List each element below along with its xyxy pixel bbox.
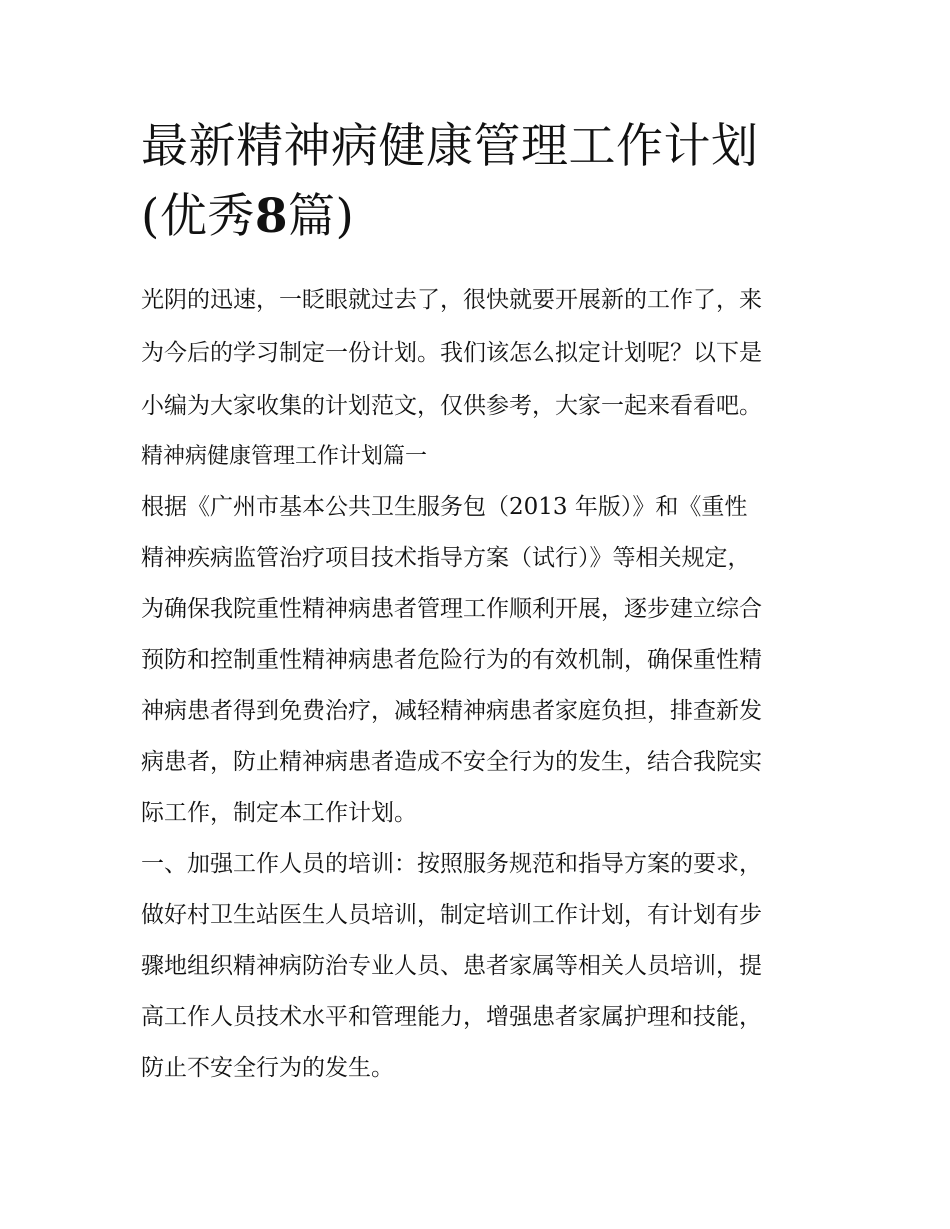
intro-line: 小编为大家收集的计划范文，仅供参考，大家一起来看看吧。 [141, 393, 762, 419]
document-page [141, 112, 821, 1094]
paragraph-1-line: 精神疾病监管治疗项目技术指导方案（试行）》等相关规定， [141, 545, 751, 571]
paragraph-1-line: 病患者，防止精神病患者造成不安全行为的发生，结合我院实 [141, 749, 762, 775]
paragraph-1-line: 神病患者得到免费治疗，减轻精神病患者家庭负担，排查新发 [141, 698, 762, 724]
title-line-2-suffix: 篇) [288, 189, 355, 244]
title-line-2-number: 8 [254, 189, 289, 244]
paragraph-2-line: 骤地组织精神病防治专业人员、患者家属等相关人员培训，提 [141, 953, 762, 979]
paragraph-1-line: 际工作，制定本工作计划。 [141, 800, 417, 826]
intro-line: 光阴的迅速，一眨眼就过去了，很快就要开展新的工作了，来 [141, 287, 762, 313]
paragraph-2-line: 做好村卫生站医生人员培训，制定培训工作计划，有计划有步 [141, 902, 762, 928]
intro-line: 为今后的学习制定一份计划。我们该怎么拟定计划呢？以下是 [141, 340, 762, 366]
paragraph-1-line: 根据《广州市基本公共卫生服务包（2013 年版）》和《重性 [141, 494, 748, 520]
title-line-1: 最新精神病健康管理工作计划 [141, 119, 759, 174]
document-body [141, 274, 821, 1094]
paragraph-1-line: 预防和控制重性精神病患者危险行为的有效机制，确保重性精 [141, 647, 762, 673]
title-line-2-prefix: (优秀 [141, 189, 255, 244]
paragraph-1-line: 为确保我院重性精神病患者管理工作顺利开展，逐步建立综合 [141, 596, 762, 622]
section-heading: 精神病健康管理工作计划篇一 [141, 444, 428, 469]
paragraph-2-line: 防止不安全行为的发生。 [141, 1055, 394, 1081]
document-title [141, 112, 821, 252]
paragraph-2-line: 一、加强工作人员的培训：按照服务规范和指导方案的要求， [141, 851, 762, 877]
paragraph-2-line: 高工作人员技术水平和管理能力，增强患者家属护理和技能， [141, 1004, 762, 1030]
